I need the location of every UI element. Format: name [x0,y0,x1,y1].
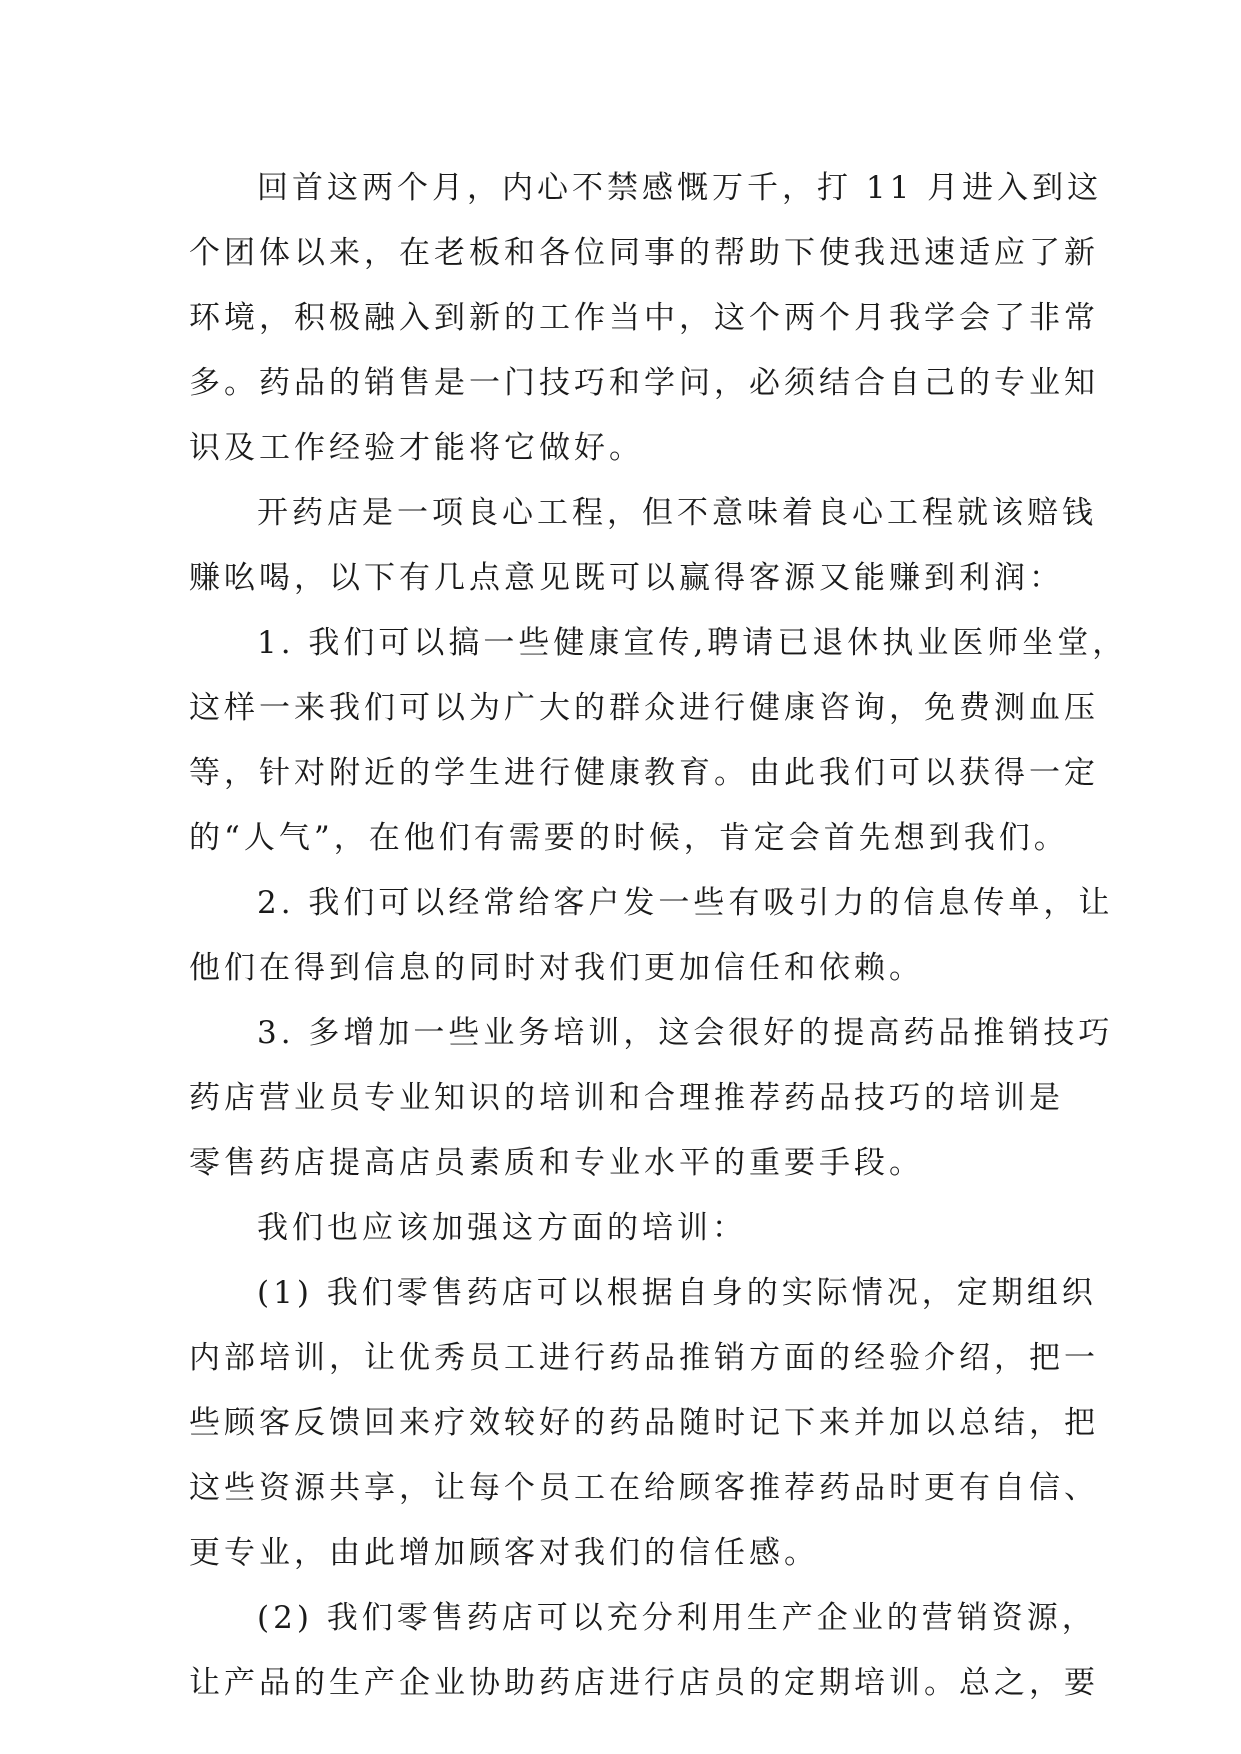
paragraph-line: 内部培训，让优秀员工进行药品推销方面的经验介绍，把一 [189,1340,1099,1376]
list-item-line: 3. 多增加一些业务培训，这会很好的提高药品推销技巧 [257,1015,1114,1051]
list-item-line: (2) 我们零售药店可以充分利用生产企业的营销资源， [257,1600,1097,1636]
paragraph-line: 赚吆喝，以下有几点意见既可以赢得客源又能赚到利润： [189,560,1064,596]
document-body [189,156,1128,1716]
paragraph-line: 的“人气”，在他们有需要的时候，肯定会首先想到我们。 [189,820,1069,856]
paragraph-line: 回首这两个月，内心不禁感慨万千，打 11 月进入到这 [257,170,1103,206]
paragraph-line: 零售药店提高店员素质和专业水平的重要手段。 [189,1145,924,1181]
paragraph-line: 我们也应该加强这方面的培训： [257,1210,747,1246]
paragraph-line: 他们在得到信息的同时对我们更加信任和依赖。 [189,950,924,986]
paragraph-line: 环境，积极融入到新的工作当中，这个两个月我学会了非常 [189,300,1099,336]
paragraph-line: 些顾客反馈回来疗效较好的药品随时记下来并加以总结，把 [189,1405,1099,1441]
paragraph-line: 让产品的生产企业协助药店进行店员的定期培训。总之，要 [189,1665,1099,1701]
paragraph-line: 个团体以来，在老板和各位同事的帮助下使我迅速适应了新 [189,235,1099,271]
paragraph-line: 更专业，由此增加顾客对我们的信任感。 [189,1535,819,1571]
paragraph-line: 多。药品的销售是一门技巧和学问，必须结合自己的专业知 [189,365,1099,401]
paragraph-line: 药店营业员专业知识的培训和合理推荐药品技巧的培训是 [189,1080,1064,1116]
paragraph-line: 等，针对附近的学生进行健康教育。由此我们可以获得一定 [189,755,1099,791]
list-item-line: (1) 我们零售药店可以根据自身的实际情况，定期组织 [257,1275,1097,1311]
paragraph-line: 识及工作经验才能将它做好。 [189,430,644,466]
paragraph-line: 开药店是一项良心工程，但不意味着良心工程就该赔钱 [257,495,1097,531]
paragraph-line: 这些资源共享，让每个员工在给顾客推荐药品时更有自信、 [189,1470,1099,1506]
list-item-line: 1. 我们可以搞一些健康宣传,聘请已退休执业医师坐堂， [257,625,1128,661]
list-item-line: 2. 我们可以经常给客户发一些有吸引力的信息传单，让 [257,885,1114,921]
paragraph-line: 这样一来我们可以为广大的群众进行健康咨询，免费测血压 [189,690,1099,726]
